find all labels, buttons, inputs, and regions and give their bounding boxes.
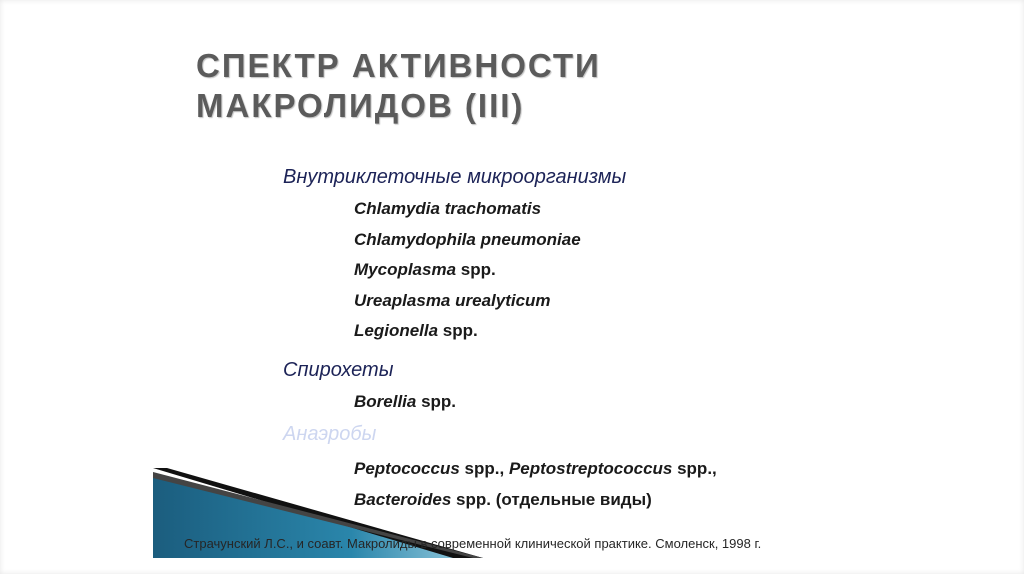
organism-list [354,194,903,347]
item-suffix: spp. [416,391,457,411]
list-item [354,316,903,347]
title-line-2: МАКРОЛИДОВ (III) [196,87,525,124]
slide-content [283,160,903,515]
genus-name: Bacteroides [354,489,452,509]
section-heading: Спирохеты [283,358,394,381]
list-item [354,255,903,286]
genus-name: Borellia [354,391,417,411]
citation: Страчунский Л.С., и соавт. Макролиды в современной клинической практике. Смоленск, 1998 г. [184,536,762,551]
title-line-1: СПЕКТР АКТИВНОСТИ [196,47,601,84]
section-heading: Анаэробы [283,423,377,445]
list-item [354,286,903,317]
section-intracellular [283,160,903,347]
slide-title [196,46,601,126]
genus-name: Peptococcus [354,459,460,478]
section-spirochetes [283,353,903,418]
genus-name: Chlamydia trachomatis [354,199,542,218]
genus-name: Peptostreptococcus [508,459,673,478]
list-item [354,194,903,225]
genus-name: Ureaplasma urealyticum [354,290,551,310]
item-suffix: spp., [459,459,509,478]
item-suffix: spp. (отдельные виды) [451,489,652,509]
genus-name: Legionella [354,321,439,340]
list-item [354,387,903,418]
item-suffix: spp. [456,260,496,279]
list-item [354,225,903,256]
organism-list [354,387,903,418]
genus-name: Chlamydophila pneumoniae [354,229,581,249]
section-heading: Внутриклеточные микроорганизмы [283,166,627,188]
item-suffix: spp., [672,459,717,478]
genus-name: Mycoplasma [354,260,457,279]
item-suffix: spp. [438,321,478,340]
